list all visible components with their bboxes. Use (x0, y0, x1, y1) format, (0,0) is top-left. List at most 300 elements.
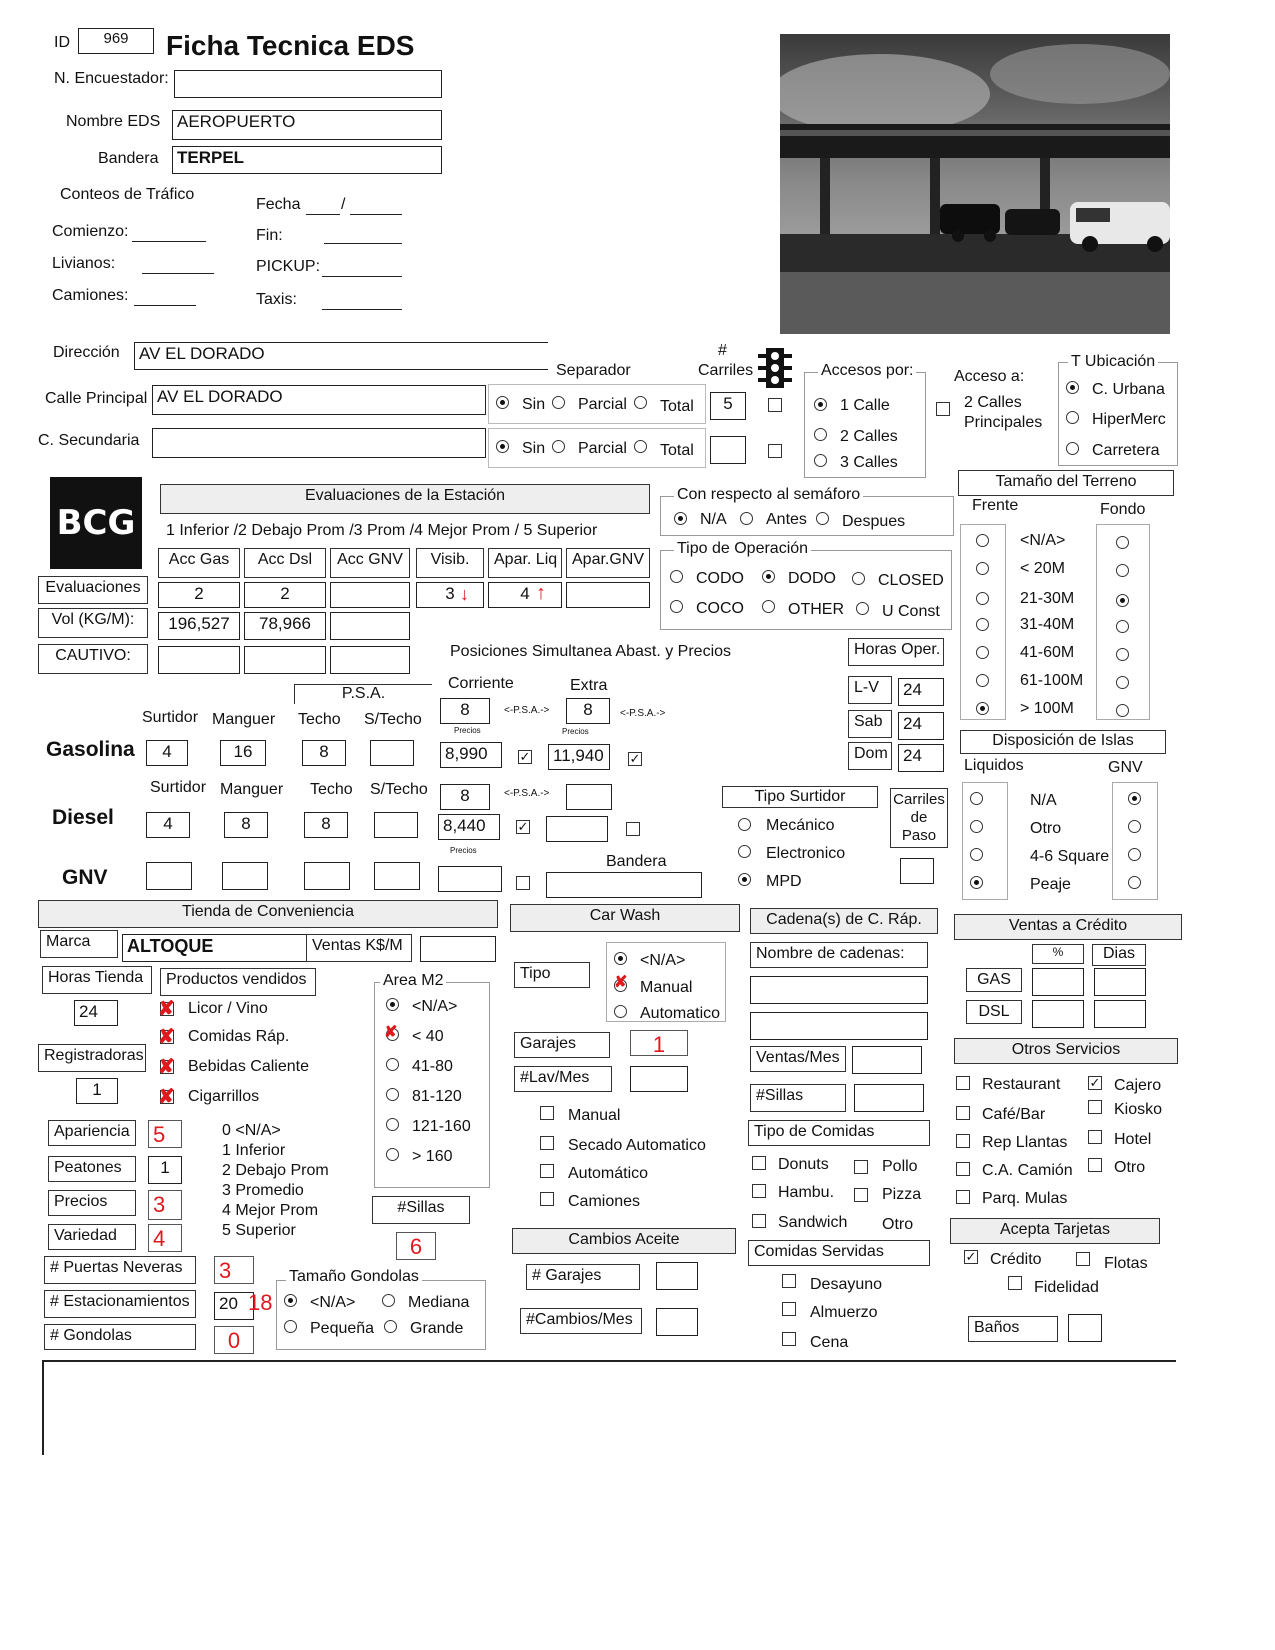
otro-left-label-0: Restaurant (982, 1076, 1061, 1093)
producto-check-mark-0: ✘ (158, 998, 175, 1020)
nombre-eds-label: Nombre EDS (66, 113, 161, 130)
islas-option-1: Otro (1030, 820, 1062, 837)
semaforo-antes-label: Antes (766, 511, 807, 528)
surtidor-electronico-radio[interactable] (738, 845, 751, 858)
acceso-a-label: Acceso a: (954, 368, 1025, 385)
dsl-psa-checkbox[interactable]: ✓ (517, 819, 529, 834)
terreno-option-0: <N/A> (1020, 532, 1066, 549)
acceso-3calles-radio[interactable] (814, 454, 827, 467)
carriles-paso-field[interactable] (900, 858, 934, 884)
islas-option-2: 4-6 Square (1030, 848, 1110, 865)
acceso-principales-label: Principales (964, 414, 1043, 431)
ubicacion-carretera-radio[interactable] (1066, 442, 1079, 455)
carwash-na-label: <N/A> (640, 952, 686, 969)
area-radio-5[interactable] (386, 1148, 399, 1161)
otro-right-checkbox-2[interactable] (1088, 1130, 1102, 1144)
otro-right-checkbox-1[interactable] (1088, 1100, 1102, 1114)
fondo-radio-4[interactable] (1116, 648, 1129, 661)
marca-field[interactable]: ALTOQUE (122, 934, 308, 962)
tarjeta-fidelidad-checkbox[interactable] (1008, 1276, 1022, 1290)
variedad-field[interactable]: 4 (148, 1224, 182, 1252)
bcg-logo: BCG (50, 477, 142, 569)
dsl-precios-label: Precios (450, 846, 477, 855)
op-uconst-radio[interactable] (856, 602, 869, 615)
carwash-check-label-0: Manual (568, 1107, 621, 1124)
vol-dsl[interactable]: 78,966 (244, 612, 326, 640)
gnv-label: GNV (62, 866, 108, 889)
traffic-light-icon (758, 348, 792, 393)
servida-checkbox-2[interactable] (782, 1332, 796, 1346)
sep1-parcial-label: Parcial (578, 396, 627, 413)
col-visib: Visib. (416, 548, 484, 578)
islas-liq-radio-0[interactable] (970, 792, 983, 805)
station-photo (780, 34, 1170, 334)
eval-acc-dsl[interactable]: 2 (244, 582, 326, 608)
gas-precio-corriente[interactable]: 8,990 (440, 742, 502, 768)
registradoras-field[interactable]: 1 (76, 1078, 118, 1104)
area-option-2: 41-80 (412, 1058, 453, 1075)
surtidor-mecanico-radio[interactable] (738, 818, 751, 831)
taxis-label: Taxis: (256, 291, 297, 308)
precios-label: Precios (48, 1190, 136, 1216)
otro-right-label-3: Otro (1114, 1159, 1146, 1176)
gondolas-field[interactable]: 0 (214, 1326, 254, 1354)
sep2-total-radio[interactable] (634, 440, 647, 453)
terreno-fondo-label: Fondo (1100, 501, 1146, 518)
notes-area[interactable] (42, 1360, 1176, 1455)
otro-left-checkbox-1[interactable] (956, 1106, 970, 1120)
otro-left-checkbox-3[interactable] (956, 1162, 970, 1176)
ubicacion-urbana-radio[interactable] (1066, 381, 1079, 394)
semaforo-antes-radio[interactable] (740, 512, 753, 525)
terreno-option-1: < 20M (1020, 560, 1065, 577)
islas-liq-radio-2[interactable] (970, 848, 983, 861)
otro-left-label-3: C.A. Camión (982, 1162, 1073, 1179)
gas-stecho-field[interactable] (370, 740, 414, 766)
fondo-radio-6[interactable] (1116, 704, 1129, 717)
fondo-radio-1[interactable] (1116, 564, 1129, 577)
tarjeta-fidelidad-label: Fidelidad (1034, 1279, 1099, 1296)
horas-dom-field[interactable]: 24 (898, 744, 944, 772)
fecha-label: Fecha (256, 196, 301, 213)
surtidor-mpd-radio[interactable] (738, 873, 751, 886)
down-arrow-mark: ↓ (460, 584, 469, 604)
area-option-4: 121-160 (412, 1118, 471, 1135)
gnv-precio-field[interactable] (438, 866, 502, 892)
fin-field[interactable] (324, 243, 402, 244)
fondo-radio-5[interactable] (1116, 676, 1129, 689)
gondola-na-radio[interactable] (284, 1294, 297, 1307)
otro-left-label-1: Café/Bar (982, 1106, 1046, 1123)
id-label: ID (54, 34, 70, 51)
taxis-field[interactable] (322, 309, 402, 310)
eval-visib[interactable]: 3 (416, 582, 484, 608)
op-coco-label: COCO (696, 600, 744, 617)
cautivo-gas[interactable] (158, 646, 240, 674)
acceso-2calles-principales: 2 Calles (964, 394, 1022, 411)
calle-secundaria-field[interactable] (152, 428, 486, 458)
cadenas-sillas-field[interactable] (854, 1084, 924, 1112)
islas-gnv-radio-3[interactable] (1128, 876, 1141, 889)
acceso-principales-checkbox[interactable] (936, 402, 950, 416)
semaforo-principal-checkbox[interactable] (768, 398, 782, 412)
gasolina-label: Gasolina (46, 738, 135, 761)
cadenas-nombre-field-2[interactable] (750, 1012, 928, 1040)
semaforo-secundaria-checkbox[interactable] (768, 444, 782, 458)
gas-precio-extra[interactable]: 11,940 (548, 744, 610, 770)
cadenas-nombre-label: Nombre de cadenas: (750, 942, 928, 968)
col-apar-liq: Apar. Liq (488, 548, 562, 578)
fondo-radio-0[interactable] (1116, 536, 1129, 549)
tarjeta-flotas-checkbox[interactable] (1076, 1252, 1090, 1266)
comida-left-checkbox-0[interactable] (752, 1156, 766, 1170)
horas-sab-field[interactable]: 24 (898, 712, 944, 740)
sep2-parcial-label: Parcial (578, 440, 627, 457)
tipo-comidas-label: Tipo de Comidas (748, 1120, 930, 1146)
frente-radio-6[interactable] (976, 702, 989, 715)
gas-manguer-field[interactable]: 16 (220, 740, 266, 766)
gas-psa-corriente[interactable]: 8 (440, 698, 490, 724)
direccion-field[interactable]: AV EL DORADO (134, 342, 548, 370)
apariencia-field[interactable]: 5 (148, 1120, 182, 1148)
dsl-surtidor-field[interactable]: 4 (146, 812, 190, 838)
gnv-techo-field[interactable] (304, 862, 350, 890)
frente-radio-0[interactable] (976, 534, 989, 547)
cadenas-nombre-field-1[interactable] (750, 976, 928, 1004)
carwash-automatico-radio[interactable] (614, 1005, 627, 1018)
otro-right-label-1: Kiosko (1114, 1101, 1163, 1118)
dsl-manguer-col: Manguer (220, 781, 284, 798)
gnv-manguer-field[interactable] (222, 862, 268, 890)
comida-right-label-1: Pizza (882, 1186, 922, 1203)
puertas-neveras-label: # Puertas Neveras (44, 1256, 196, 1284)
gas-psa-corriente-checkbox[interactable]: ✓ (519, 749, 531, 764)
otro-left-checkbox-0[interactable] (956, 1076, 970, 1090)
carwash-check-label-2: Automático (568, 1165, 649, 1182)
eval-apar-liq[interactable]: 4 (488, 582, 562, 608)
terreno-option-2: 21-30M (1020, 590, 1075, 607)
op-other-label: OTHER (788, 601, 844, 618)
carwash-tipo-label: Tipo (514, 962, 590, 988)
otro-left-label-4: Parq. Mulas (982, 1190, 1068, 1207)
sep1-sin-label: Sin (522, 396, 546, 413)
ventas-ks-label: Ventas K$/M (306, 934, 412, 962)
encuestador-field[interactable] (174, 70, 442, 98)
dsl-stecho-field[interactable] (374, 812, 418, 838)
accesos-title: Accesos por: (818, 362, 916, 380)
sep1-total-label: Total (660, 398, 694, 415)
frente-radio-4[interactable] (976, 646, 989, 659)
scale-item-4: 4 Mejor Prom (222, 1202, 319, 1219)
estacionamientos-label: # Estacionamientos (44, 1290, 196, 1318)
gnv-bandera-field[interactable] (546, 872, 702, 898)
otro-right-checkbox-3[interactable] (1088, 1158, 1102, 1172)
dsl-techo-col: Techo (310, 781, 353, 798)
sep1-total-radio[interactable] (634, 396, 647, 409)
carwash-garajes-field[interactable]: 1 (630, 1030, 688, 1056)
islas-liquidos-label: Liquidos (964, 757, 1024, 774)
acceso-3calles-label: 3 Calles (840, 454, 898, 471)
op-dodo-radio[interactable] (762, 570, 775, 583)
aceite-garajes-label: # Garajes (526, 1264, 640, 1290)
puertas-neveras-field[interactable]: 3 (214, 1256, 254, 1284)
eval-apar-gnv[interactable] (566, 582, 650, 608)
tienda-title: Tienda de Conveniencia (38, 900, 498, 928)
dsl-manguer-field[interactable]: 8 (224, 812, 268, 838)
gas-techo-field[interactable]: 8 (302, 740, 346, 766)
carwash-automatico-label: Automatico (640, 1005, 721, 1022)
op-closed-radio[interactable] (852, 572, 865, 585)
credito-gas-label: GAS (966, 968, 1022, 992)
eval-acc-gnv[interactable] (330, 582, 410, 608)
area-option-0: <N/A> (412, 998, 458, 1015)
gas-surtidor-col: Surtidor (142, 709, 199, 726)
comida-right-checkbox-1[interactable] (854, 1188, 868, 1202)
gas-precios-label-2: Precios (562, 727, 589, 736)
terreno-option-3: 31-40M (1020, 616, 1075, 633)
carwash-check-1[interactable] (540, 1136, 554, 1150)
area-radio-3[interactable] (386, 1088, 399, 1101)
scale-item-3: 3 Promedio (222, 1182, 304, 1199)
otro-left-checkbox-4[interactable] (956, 1190, 970, 1204)
acceso-2calles-radio[interactable] (814, 428, 827, 441)
sep1-parcial-radio[interactable] (552, 396, 565, 409)
evaluaciones-section-title: Evaluaciones de la Estación (160, 484, 650, 514)
area-option-3: 81-120 (412, 1088, 462, 1105)
cautivo-gnv[interactable] (330, 646, 410, 674)
row-cautivo-label: CAUTIVO: (38, 644, 148, 674)
area-radio-2[interactable] (386, 1058, 399, 1071)
ubicacion-hipermerc-radio[interactable] (1066, 411, 1079, 424)
comida-right-checkbox-0[interactable] (854, 1160, 868, 1174)
horas-tienda-field[interactable]: 24 (74, 1000, 118, 1026)
cadenas-ventas-field[interactable] (852, 1046, 922, 1074)
cautivo-dsl[interactable] (244, 646, 326, 674)
area-option-1: < 40 (412, 1028, 444, 1045)
servida-label-0: Desayuno (810, 1276, 883, 1293)
otro-left-checkbox-2[interactable] (956, 1134, 970, 1148)
dsl-psa-field[interactable]: 8 (440, 784, 490, 810)
frente-radio-3[interactable] (976, 618, 989, 631)
fondo-radio-2[interactable] (1116, 594, 1129, 607)
cambios-mes-label: #Cambios/Mes (520, 1308, 642, 1334)
carriles-hash: # (718, 342, 727, 359)
sep2-sin-radio[interactable] (496, 440, 509, 453)
acceso-1calle-radio[interactable] (814, 398, 827, 411)
banos-field[interactable] (1068, 1314, 1102, 1342)
estacionamientos-note: 18 (248, 1290, 273, 1315)
dsl-precio-extra[interactable] (546, 816, 608, 842)
calle-principal-field[interactable]: AV EL DORADO (152, 385, 486, 415)
carwash-garajes-label: Garajes (514, 1032, 610, 1058)
sep1-sin-radio[interactable] (496, 396, 509, 409)
evaluaciones-scale: 1 Inferior /2 Debajo Prom /3 Prom /4 Mejor Prom / 5 Superior (166, 522, 598, 539)
dsl-psa-extra-checkbox[interactable] (626, 822, 640, 836)
psa-header: P.S.A. (294, 684, 432, 704)
peatones-field[interactable]: 1 (148, 1156, 182, 1184)
dsl-psa-extra[interactable] (566, 784, 612, 810)
fondo-radio-3[interactable] (1116, 620, 1129, 633)
col-acc-gas: Acc Gas (158, 548, 240, 578)
gondola-mediana-radio[interactable] (382, 1294, 395, 1307)
carwash-na-radio[interactable] (614, 952, 627, 965)
camiones-field[interactable] (134, 305, 196, 306)
frente-radio-2[interactable] (976, 592, 989, 605)
calle-secundaria-label: C. Secundaria (38, 432, 140, 449)
carwash-lavmes-field[interactable] (630, 1066, 688, 1092)
area-radio-4[interactable] (386, 1118, 399, 1131)
credito-dsl-pct[interactable] (1032, 1000, 1084, 1028)
gas-precios-label-1: Precios (454, 726, 481, 735)
producto-check-mark-3: ✘ (158, 1086, 175, 1108)
gondola-pequena-radio[interactable] (284, 1320, 297, 1333)
productos-label: Productos vendidos (160, 968, 316, 996)
comienzo-field[interactable] (132, 241, 206, 242)
gnv-stecho-field[interactable] (374, 862, 420, 890)
carwash-check-label-1: Secado Automatico (568, 1137, 706, 1154)
op-coco-radio[interactable] (670, 600, 683, 613)
servida-checkbox-1[interactable] (782, 1302, 796, 1316)
credito-pct-label: % (1032, 944, 1084, 964)
horas-lv-label: L-V (848, 676, 892, 704)
carwash-check-3[interactable] (540, 1192, 554, 1206)
bandera-field[interactable]: TERPEL (172, 146, 442, 174)
semaforo-despues-radio[interactable] (816, 512, 829, 525)
credito-gas-pct[interactable] (1032, 968, 1084, 996)
gas-stecho-col: S/Techo (364, 711, 422, 728)
islas-liq-radio-3[interactable] (970, 876, 983, 889)
cambios-aceite-title: Cambios Aceite (512, 1228, 736, 1254)
id-field[interactable]: 969 (78, 28, 154, 54)
carwash-check-0[interactable] (540, 1106, 554, 1120)
producto-check-mark-2: ✘ (158, 1056, 175, 1078)
gas-surtidor-field[interactable]: 4 (146, 740, 188, 766)
pickup-label: PICKUP: (256, 258, 321, 275)
gondola-grande-label: Grande (410, 1320, 464, 1337)
islas-liq-radio-1[interactable] (970, 820, 983, 833)
islas-gnv-radio-0[interactable] (1128, 792, 1141, 805)
otros-servicios-title: Otros Servicios (954, 1038, 1178, 1064)
dsl-stecho-col: S/Techo (370, 781, 428, 798)
islas-gnv-radio-2[interactable] (1128, 848, 1141, 861)
diesel-label: Diesel (52, 806, 114, 829)
credito-dsl-dias[interactable] (1094, 1000, 1146, 1028)
gnv-surtidor-field[interactable] (146, 862, 192, 890)
comida-right-label-2: Otro (882, 1216, 914, 1233)
producto-label-2: Bebidas Caliente (188, 1058, 309, 1075)
ubicacion-urbana-label: C. Urbana (1092, 381, 1165, 398)
credito-gas-dias[interactable] (1094, 968, 1146, 996)
vol-gnv[interactable] (330, 612, 410, 640)
tarjeta-flotas-label: Flotas (1104, 1255, 1148, 1272)
area-lt40-mark: ✘ (384, 1024, 398, 1041)
livianos-label: Livianos: (52, 255, 116, 272)
bandera-label: Bandera (98, 150, 159, 167)
horas-dom-label: Dom (848, 742, 892, 770)
islas-gnv-radio-1[interactable] (1128, 820, 1141, 833)
producto-label-1: Comidas Ráp. (188, 1028, 290, 1045)
gondola-na-label: <N/A> (310, 1294, 356, 1311)
col-acc-gnv: Acc GNV (330, 548, 410, 578)
semaforo-despues-label: Despues (842, 513, 906, 530)
area-radio-0[interactable] (386, 998, 399, 1011)
calle-principal-label: Calle Principal (45, 390, 148, 407)
peatones-label: Peatones (48, 1156, 136, 1182)
aceite-garajes-field[interactable] (656, 1262, 698, 1290)
carriles-secundaria-field[interactable] (710, 436, 746, 464)
direccion-label: Dirección (53, 344, 120, 361)
ventas-ks-field[interactable] (420, 936, 496, 962)
page-title: Ficha Tecnica EDS (166, 30, 415, 61)
sep2-parcial-radio[interactable] (552, 440, 565, 453)
otro-right-checkbox-0[interactable]: ✓ (1089, 1075, 1101, 1090)
carwash-check-2[interactable] (540, 1164, 554, 1178)
dsl-psa-arrow: <-P.S.A.-> (504, 788, 550, 799)
gas-psa-arrow-2: <-P.S.A.-> (620, 708, 666, 719)
terreno-frente-label: Frente (972, 497, 1019, 514)
vol-gas[interactable]: 196,527 (158, 612, 240, 640)
scale-item-5: 5 Superior (222, 1222, 296, 1239)
servida-checkbox-0[interactable] (782, 1274, 796, 1288)
tarjetas-title: Acepta Tarjetas (950, 1218, 1160, 1244)
gnv-psa-checkbox[interactable] (516, 876, 530, 890)
op-other-radio[interactable] (762, 600, 775, 613)
tarjeta-credito-checkbox[interactable]: ✓ (965, 1249, 977, 1264)
area-option-5: > 160 (412, 1148, 453, 1165)
nombre-eds-field[interactable]: AEROPUERTO (172, 110, 442, 140)
traffic-title: Conteos de Tráfico (60, 186, 195, 203)
pickup-field[interactable] (322, 276, 402, 277)
servida-label-2: Cena (810, 1334, 849, 1351)
otro-left-label-2: Rep Llantas (982, 1134, 1068, 1151)
gas-psa-extra[interactable]: 8 (566, 698, 610, 724)
row-vol-label: Vol (KG/M): (38, 608, 148, 638)
frente-radio-1[interactable] (976, 562, 989, 575)
cambios-mes-field[interactable] (656, 1308, 698, 1336)
frente-radio-5[interactable] (976, 674, 989, 687)
terreno-title: Tamaño del Terreno (958, 470, 1174, 496)
cadenas-ventas-label: Ventas/Mes (750, 1046, 846, 1072)
gondola-pequena-label: Pequeña (310, 1320, 375, 1337)
dsl-precio-field[interactable]: 8,440 (438, 814, 500, 840)
dsl-techo-field[interactable]: 8 (304, 812, 348, 838)
semaforo-na-radio[interactable] (674, 512, 687, 525)
precios-field[interactable]: 3 (148, 1190, 182, 1220)
estacionamientos-field[interactable]: 20 (214, 1292, 254, 1320)
apariencia-label: Apariencia (48, 1120, 136, 1146)
horas-title: Horas Oper. (848, 638, 944, 666)
gas-psa-extra-checkbox[interactable]: ✓ (629, 751, 641, 766)
eval-acc-gas[interactable]: 2 (158, 582, 240, 608)
carriles-label: Carriles (698, 362, 754, 379)
gondola-grande-radio[interactable] (384, 1320, 397, 1333)
livianos-field[interactable] (142, 273, 214, 274)
surtidor-mpd-label: MPD (766, 873, 802, 890)
carriles-principal-field[interactable]: 5 (710, 392, 746, 420)
horas-lv-field[interactable]: 24 (898, 678, 944, 706)
carwash-lavmes-label: #Lav/Mes (514, 1066, 612, 1092)
registradoras-label: Registradoras (38, 1044, 146, 1072)
comida-left-checkbox-2[interactable] (752, 1214, 766, 1228)
row-evaluaciones-label: Evaluaciones (38, 576, 148, 604)
terreno-option-5: 61-100M (1020, 672, 1084, 689)
col-apar-gnv: Apar.GNV (566, 548, 650, 578)
sillas-tienda-field[interactable]: 6 (396, 1232, 436, 1260)
comida-left-checkbox-1[interactable] (752, 1184, 766, 1198)
tipo-surtidor-title: Tipo Surtidor (722, 786, 878, 808)
corriente-label: Corriente (448, 675, 514, 692)
op-codo-radio[interactable] (670, 570, 683, 583)
